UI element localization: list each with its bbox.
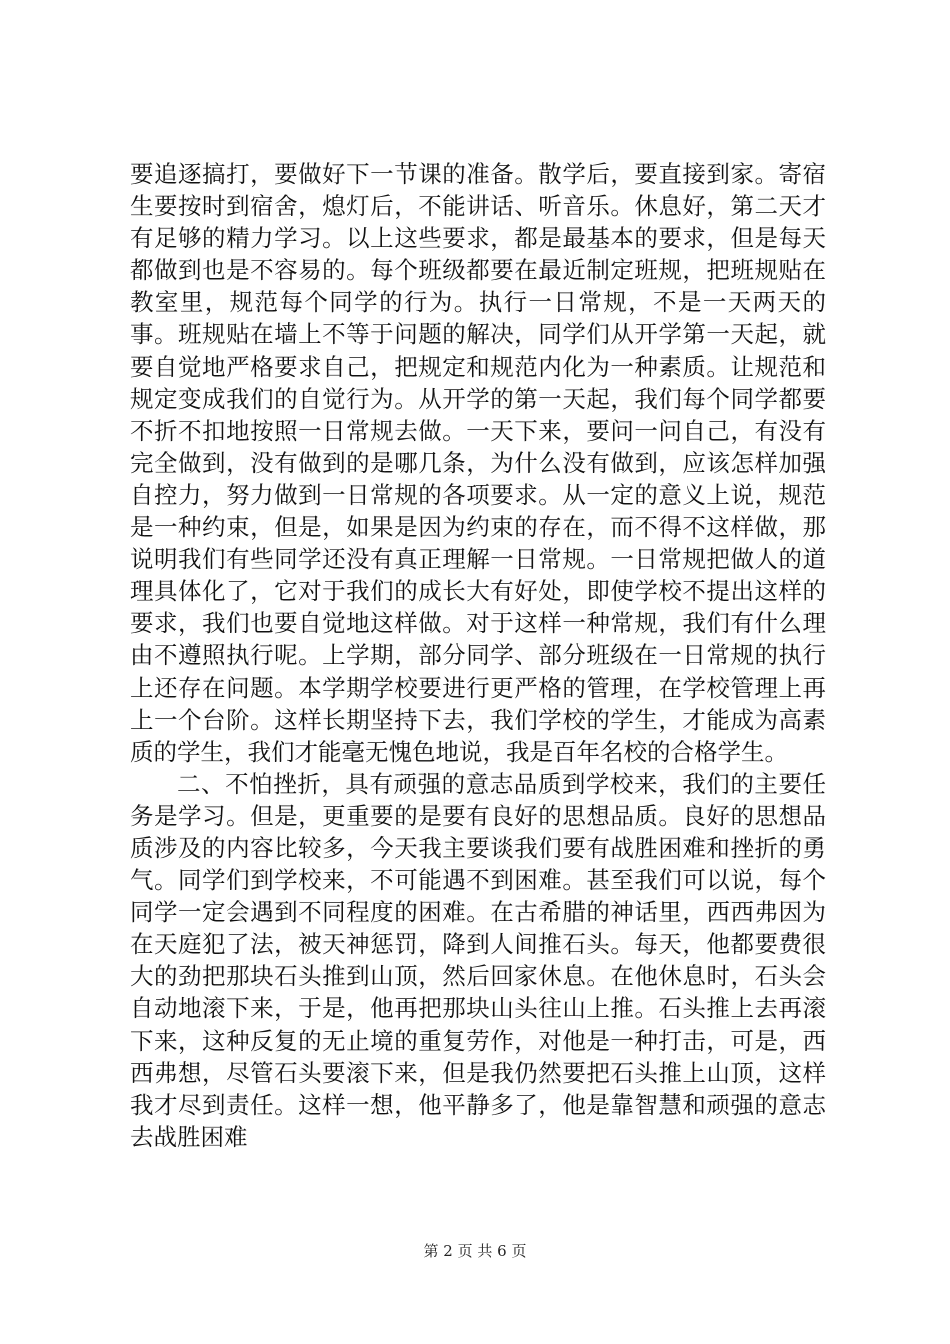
paragraph-perseverance: 二、不怕挫折，具有顽强的意志品质到学校来，我们的主要任务是学习。但是，更重要的是要有良好的思想品质。良好的思想品质涉及的内容比较多，今天我主要谈我们要有战胜困难和挫折的勇气。同学们到学校来，不可能遇不到困难。甚至我们可以说，每个同学一定会遇到不同程度的困难。在古希腊的神话里，西西弗因为在天庭犯了法，被天神惩罚，降到人间推石头。每天，他都要费很大的劲把那块石头推到山顶，然后回家休息。在他休息时，石头会自动地滚下来，于是，他再把那块山头往山上推。石头推上去再滚下来，这种反复的无止境的重复劳作，对他是一种打击，可是，西西弗想，尽管石头要滚下来，但是我仍然要把石头推上山顶，这样我才尽到责任。这样一想，他平静多了，他是靠智慧和顽强的意志去战胜困难 <box>130 769 826 1151</box>
document-body <box>130 158 826 1153</box>
paragraph-daily-routine: 要追逐搞打，要做好下一节课的准备。散学后，要直接到家。寄宿生要按时到宿舍，熄灯后，不能讲话、听音乐。休息好，第二天才有足够的精力学习。以上这些要求，都是最基本的要求，但是每天都做到也是不容易的。每个班级都要在最近制定班规，把班规贴在教室里，规范每个同学的行为。执行一日常规，不是一天两天的事。班规贴在墙上不等于问题的解决，同学们从开学第一天起，就要自觉地严格要求自己，把规定和规范内化为一种素质。让规范和规定变成我们的自觉行为。从开学的第一天起，我们每个同学都要不折不扣地按照一日常规去做。一天下来，要问一问自己，有没有完全做到，没有做到的是哪几条，为什么没有做到，应该怎样加强自控力，努力做到一日常规的各项要求。从一定的意义上说，规范是一种约束，但是，如果是因为约束的存在，而不得不这样做，那说明我们有些同学还没有真正理解一日常规。一日常规把做人的道理具体化了，它对于我们的成长大有好处，即使学校不提出这样的要求，我们也要自觉地这样做。对于这样一种常规，我们有什么理由不遵照执行呢。上学期，部分同学、部分班级在一日常规的执行上还存在问题。本学期学校要进行更严格的管理，在学校管理上再上一个台阶。这样长期坚持下去，我们学校的学生，才能成为高素质的学生，我们才能毫无愧色地说，我是百年名校的合格学生。 <box>130 160 826 766</box>
page-number-footer: 第 2 页 共 6 页 <box>423 1242 527 1260</box>
